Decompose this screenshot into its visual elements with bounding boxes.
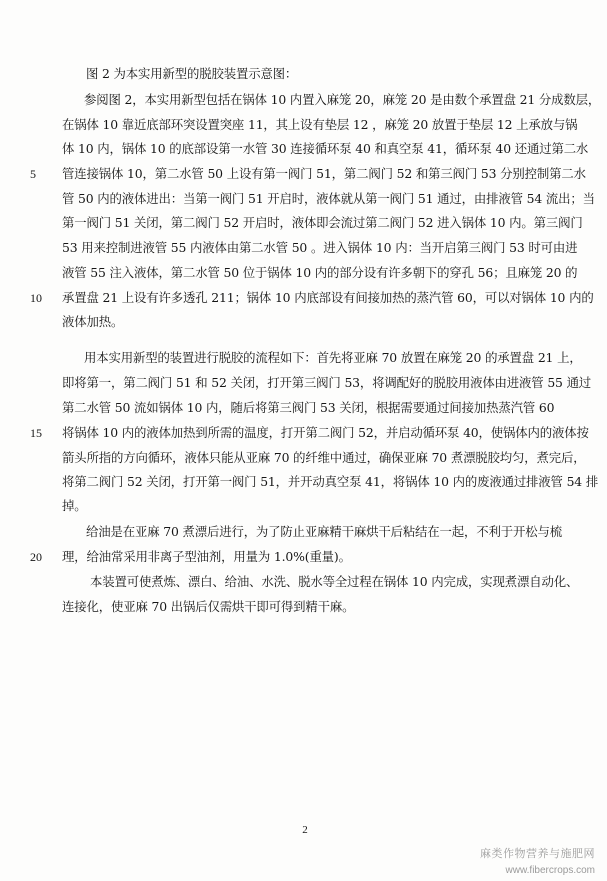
text-line: 将锅体 10 内的液体加热到所需的温度，打开第二阀门 52，并启动循环泵 40，使锅体内的液体按 [62,425,589,440]
line-number: 20 [30,550,42,564]
text-line: 第二水管 50 流如锅体 10 内，随后将第三阀门 53 关闭，根据需要通过间接加热蒸汽管 60 [62,400,555,415]
text-line: 连接化，使亚麻 70 出锅后仅需烘干即可得到精干麻。 [62,599,355,614]
text-line: 第一阀门 51 关闭，第二阀门 52 开启时，液体即会流过第二阀门 52 进入锅体 10 内。第三阀门 [62,215,583,230]
text-line: 理，给油常采用非离子型油剂，用量为 1.0%(重量)。 [62,549,351,564]
text-line: 即将第一，第二阀门 51 和 52 关闭，打开第三阀门 53，将调配好的脱胶用液体由进液管 55 通过 [62,375,592,390]
text-line: 53 用来控制进液管 55 内液体由第二水管 50 。进入锅体 10 内：当开启第三阀门 53 时可由进 [62,240,578,255]
line-number: 5 [30,167,36,181]
line-number: 15 [30,426,42,440]
text-line: 图 2 为本实用新型的脱胶装置示意图： [86,66,298,81]
text-line: 箭头所指的方向循环，液体只能从亚麻 70 的纤维中通过，确保亚麻 70 煮漂脱胶均匀，煮完后， [62,450,586,465]
text-line: 给油是在亚麻 70 煮漂后进行，为了防止亚麻精干麻烘干后粘结在一起，不利于开松与梳 [86,524,562,539]
text-line: 管连接锅体 10，第二水管 50 上设有第一阀门 51，第二阀门 52 和第三阀门 53 分别控制第二水 [62,166,586,181]
text-line: 参阅图 2，本实用新型包括在锅体 10 内置入麻笼 20，麻笼 20 是由数个承置盘 21 分成数层， [84,92,601,107]
text-line: 将第二阀门 52 关闭，打开第一阀门 51，并开动真空泵 41，将锅体 10 内的废液通过排液管 54 排 [62,474,599,489]
page-number: 2 [302,824,308,836]
text-line: 液体加热。 [62,314,124,329]
text-line: 本装置可使煮炼、漂白、给油、水洗、脱水等全过程在锅体 10 内完成，实现煮漂自动化、 [90,574,579,589]
text-line: 掉。 [62,498,87,513]
line-number: 10 [30,291,42,305]
watermark-url: www.fibercrops.com [505,865,595,876]
text-line: 承置盘 21 上设有许多透孔 211；锅体 10 内底部设有间接加热的蒸汽管 60，可以对锅体 10 内的 [62,290,594,305]
text-line: 液管 55 注入液体，第二水管 50 位于锅体 10 内的部分设有许多朝下的穿孔 56；且麻笼 20 的 [62,265,578,280]
text-line: 体 10 内，锅体 10 的底部设第一水管 30 连接循环泵 40 和真空泵 41，循环泵 40 还通过第二水 [62,141,589,156]
text-line: 在锅体 10 靠近底部环突设置突座 11，其上设有垫层 12 ，麻笼 20 放置于垫层 12 上承放与锅 [62,117,578,132]
watermark-site-name: 麻类作物营养与施肥网 [480,847,595,860]
text-line: 用本实用新型的装置进行脱胶的流程如下：首先将亚麻 70 放置在麻笼 20 的承置盘 21 上， [84,350,582,365]
text-line: 管 50 内的液体进出：当第一阀门 51 开启时，液体就从第一阀门 51 通过，由排液管 54 流出；当 [62,191,595,206]
